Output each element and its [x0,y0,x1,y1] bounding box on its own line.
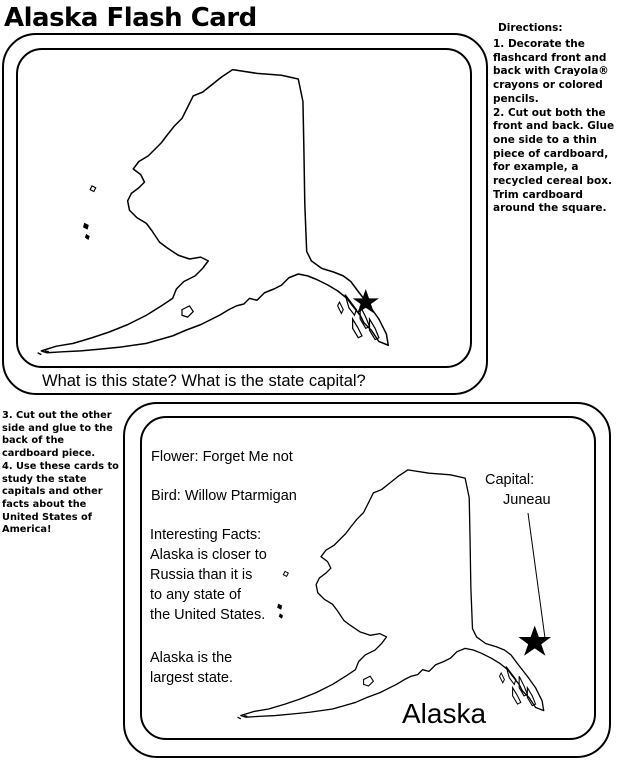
fact-line: Russia than it is [150,567,253,583]
fact-line: largest state. [150,670,234,686]
fact-line: to any state of [150,587,242,603]
fact-closer-to-russia [150,545,267,625]
fact-line: Alaska is the [150,650,233,666]
direction-step-1: 1. Decorate the flashcard front and back with Crayola® crayons or colored pencils. [493,38,609,105]
capital-label: Capital: [485,472,535,488]
direction-step-2: 2. Cut out both the front and back. Glue one side to a thin piece of cardboard, for example, a recycled cereal box. Trim cardboard around the square. [493,106,615,215]
interesting-facts-heading: Interesting Facts: [150,527,262,543]
page-title: Alaska Flash Card [4,3,257,33]
front-question: What is this state? What is the state capital? [42,372,366,390]
fact-largest-state [150,648,233,688]
direction-step-3: 3. Cut out the other side and glue to the back of the cardboard piece. [2,410,113,460]
capital-name: Juneau [503,492,551,508]
flower-fact: Flower: Forget Me not [151,449,293,465]
fact-line: Alaska is closer to [150,547,267,563]
fact-line: the United States. [150,607,266,623]
bird-fact: Bird: Willow Ptarmigan [151,488,297,504]
direction-step-4: 4. Use these cards to study the state capitals and other facts about the United States of America! [2,460,119,536]
state-name: Alaska [402,698,487,729]
directions-heading: Directions: [498,22,563,34]
